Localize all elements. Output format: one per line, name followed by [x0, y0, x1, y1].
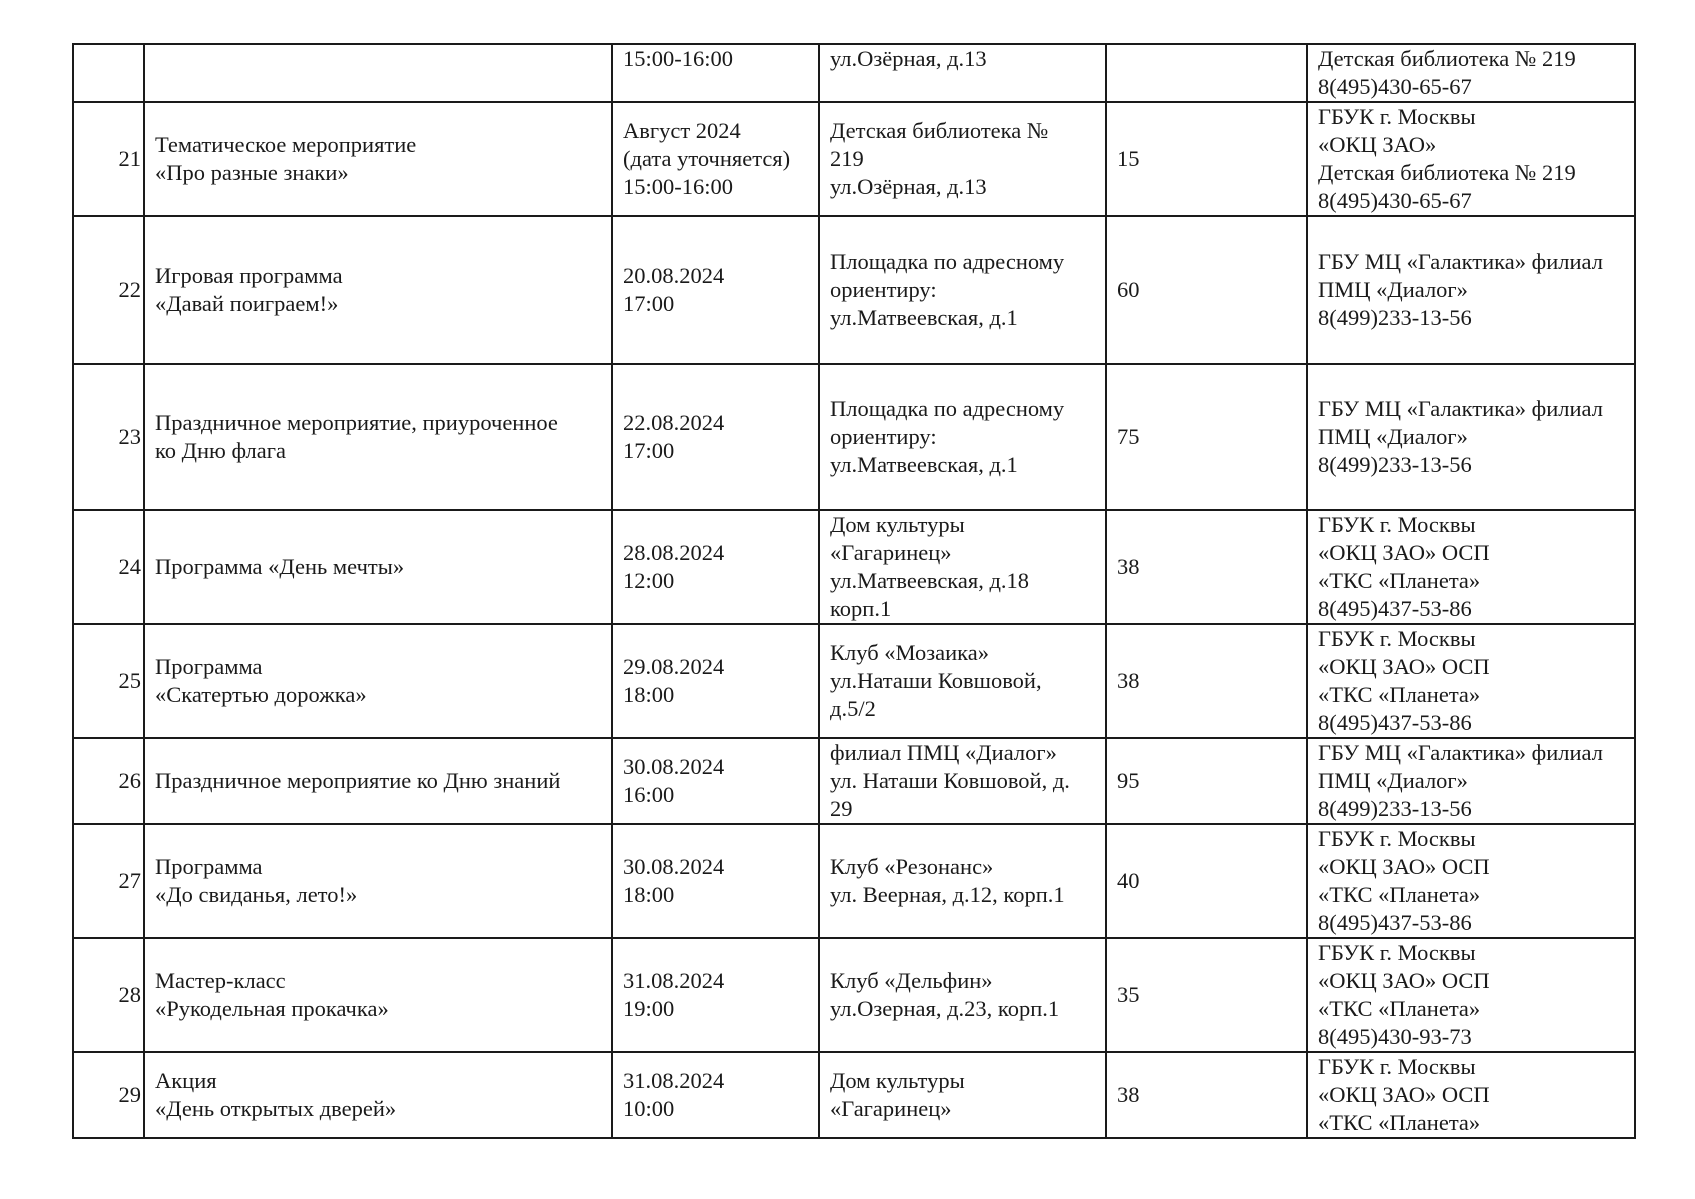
cell-line: ул.Матвеевская, д.18	[830, 568, 1030, 593]
event-place-cell	[819, 1052, 1106, 1138]
event-name-cell	[144, 738, 612, 824]
cell-line: ул.Матвеевская, д.1	[830, 452, 1018, 477]
table-row	[73, 364, 1635, 510]
event-place-cell	[819, 938, 1106, 1052]
event-place-cell	[819, 738, 1106, 824]
cell-line: Клуб «Мозаика»	[830, 640, 989, 665]
cell-line: ГБУК г. Москвы	[1318, 104, 1476, 129]
cell-line: ПМЦ «Диалог»	[1318, 768, 1468, 793]
cell-line: филиал ПМЦ «Диалог»	[830, 740, 1057, 765]
event-name-cell	[144, 624, 612, 738]
event-name-cell	[144, 824, 612, 938]
cell-line: «Про разные знаки»	[155, 160, 349, 185]
cell-line: «До свиданья, лето!»	[155, 882, 358, 907]
cell-line: ул.Озёрная, д.13	[830, 174, 987, 199]
row-number: 28	[73, 938, 144, 1052]
cell-line: Клуб «Дельфин»	[830, 968, 993, 993]
cell-line: Программа	[155, 854, 263, 879]
event-name-cell	[144, 44, 612, 102]
participants-count-cell: 60	[1106, 216, 1307, 364]
cell-line: 30.08.2024	[623, 854, 725, 879]
cell-line: 16:00	[623, 782, 675, 807]
cell-line: ГБУ МЦ «Галактика» филиал	[1318, 396, 1603, 421]
cell-line: 29	[830, 796, 853, 821]
organizer-cell	[1307, 1052, 1635, 1138]
cell-line: 15:00-16:00	[623, 174, 733, 199]
cell-line: ПМЦ «Диалог»	[1318, 277, 1468, 302]
cell-line: ко Дню флага	[155, 438, 286, 463]
table-row	[73, 938, 1635, 1052]
cell-line: 22.08.2024	[623, 410, 725, 435]
cell-line: «ОКЦ ЗАО»	[1318, 132, 1437, 157]
cell-line: «ОКЦ ЗАО» ОСП	[1318, 968, 1490, 993]
participants-count-cell: 38	[1106, 510, 1307, 624]
table-row	[73, 216, 1635, 364]
cell-line: Клуб «Резонанс»	[830, 854, 994, 879]
cell-line: ПМЦ «Диалог»	[1318, 424, 1468, 449]
cell-line: 8(495)437-53-86	[1318, 710, 1472, 735]
cell-line: «Гагаринец»	[830, 540, 952, 565]
cell-line: Дом культуры	[830, 512, 965, 537]
cell-line: Акция	[155, 1068, 217, 1093]
row-number: 29	[73, 1052, 144, 1138]
cell-line: 31.08.2024	[623, 968, 725, 993]
cell-line: ул.Озёрная, д.13	[830, 46, 987, 71]
cell-line: 12:00	[623, 568, 675, 593]
cell-line: Детская библиотека № 219	[1318, 46, 1576, 71]
table-row	[73, 824, 1635, 938]
cell-line: «ТКС «Планета»	[1318, 682, 1481, 707]
row-number: 24	[73, 510, 144, 624]
row-number: 27	[73, 824, 144, 938]
cell-line: «ОКЦ ЗАО» ОСП	[1318, 854, 1490, 879]
cell-line: «ОКЦ ЗАО» ОСП	[1318, 1082, 1490, 1107]
cell-line: «ОКЦ ЗАО» ОСП	[1318, 654, 1490, 679]
event-place-cell	[819, 510, 1106, 624]
event-place-cell	[819, 624, 1106, 738]
organizer-cell	[1307, 938, 1635, 1052]
cell-line: Праздничное мероприятие ко Дню знаний	[155, 768, 561, 793]
table-row	[73, 738, 1635, 824]
cell-line: «Гагаринец»	[830, 1096, 952, 1121]
cell-line: Игровая программа	[155, 263, 343, 288]
row-number: 21	[73, 102, 144, 216]
organizer-cell	[1307, 510, 1635, 624]
cell-line: Праздничное мероприятие, приуроченное	[155, 410, 558, 435]
row-number: 22	[73, 216, 144, 364]
row-number: 23	[73, 364, 144, 510]
cell-line: 10:00	[623, 1096, 675, 1121]
cell-line: Тематическое мероприятие	[155, 132, 417, 157]
cell-line: ул.Озерная, д.23, корп.1	[830, 996, 1060, 1021]
event-name-cell	[144, 1052, 612, 1138]
event-date-cell	[612, 938, 819, 1052]
participants-count-cell: 35	[1106, 938, 1307, 1052]
event-date-cell	[612, 44, 819, 102]
cell-line: «ТКС «Планета»	[1318, 568, 1481, 593]
cell-line: Мастер-класс	[155, 968, 286, 993]
cell-line: Август 2024	[623, 118, 741, 143]
event-place-cell	[819, 102, 1106, 216]
cell-line: ГБУ МЦ «Галактика» филиал	[1318, 740, 1603, 765]
cell-line: 29.08.2024	[623, 654, 725, 679]
cell-line: д.5/2	[830, 696, 876, 721]
event-date-cell	[612, 364, 819, 510]
event-place-cell	[819, 216, 1106, 364]
event-name-cell	[144, 938, 612, 1052]
cell-line: 8(499)233-13-56	[1318, 452, 1472, 477]
event-place-cell	[819, 44, 1106, 102]
row-number	[73, 44, 144, 102]
cell-line: 8(499)233-13-56	[1318, 305, 1472, 330]
cell-line: ГБУК г. Москвы	[1318, 1054, 1476, 1079]
cell-line: 219	[830, 146, 864, 171]
event-place-cell	[819, 364, 1106, 510]
table-row	[73, 624, 1635, 738]
cell-line: «ТКС «Планета»	[1318, 996, 1481, 1021]
cell-line: «День открытых дверей»	[155, 1096, 397, 1121]
organizer-cell	[1307, 624, 1635, 738]
cell-line: 8(495)430-65-67	[1318, 74, 1472, 99]
cell-line: «Рукодельная прокачка»	[155, 996, 389, 1021]
event-date-cell	[612, 1052, 819, 1138]
organizer-cell	[1307, 44, 1635, 102]
cell-line: Программа «День мечты»	[155, 554, 405, 579]
event-date-cell	[612, 738, 819, 824]
cell-line: 8(495)437-53-86	[1318, 596, 1472, 621]
participants-count-cell	[1106, 44, 1307, 102]
cell-line: 17:00	[623, 291, 675, 316]
event-date-cell	[612, 824, 819, 938]
cell-line: (дата уточняется)	[623, 146, 791, 171]
participants-count-cell: 38	[1106, 1052, 1307, 1138]
events-table-body	[73, 44, 1635, 1138]
participants-count-cell: 40	[1106, 824, 1307, 938]
event-name-cell	[144, 364, 612, 510]
cell-line: 31.08.2024	[623, 1068, 725, 1093]
cell-line: «Скатертью дорожка»	[155, 682, 367, 707]
cell-line: Программа	[155, 654, 263, 679]
cell-line: 18:00	[623, 882, 675, 907]
cell-line: ул.Матвеевская, д.1	[830, 305, 1018, 330]
event-place-cell	[819, 824, 1106, 938]
cell-line: ориентиру:	[830, 424, 937, 449]
event-date-cell	[612, 510, 819, 624]
cell-line: 19:00	[623, 996, 675, 1021]
row-number: 26	[73, 738, 144, 824]
organizer-cell	[1307, 824, 1635, 938]
cell-line: Дом культуры	[830, 1068, 965, 1093]
cell-line: ул.Наташи Ковшовой,	[830, 668, 1042, 693]
participants-count-cell: 75	[1106, 364, 1307, 510]
participants-count-cell: 95	[1106, 738, 1307, 824]
event-date-cell	[612, 102, 819, 216]
cell-line: ориентиру:	[830, 277, 937, 302]
cell-line: ГБУК г. Москвы	[1318, 940, 1476, 965]
event-date-cell	[612, 216, 819, 364]
cell-line: ГБУ МЦ «Галактика» филиал	[1318, 249, 1603, 274]
organizer-cell	[1307, 364, 1635, 510]
cell-line: «ТКС «Планета»	[1318, 1110, 1481, 1135]
table-row	[73, 1052, 1635, 1138]
cell-line: Детская библиотека №	[830, 118, 1049, 143]
table-row	[73, 44, 1635, 102]
cell-line: 8(495)437-53-86	[1318, 910, 1472, 935]
cell-line: 8(495)430-93-73	[1318, 1024, 1472, 1049]
table-row	[73, 102, 1635, 216]
event-date-cell	[612, 624, 819, 738]
row-number: 25	[73, 624, 144, 738]
cell-line: «Давай поиграем!»	[155, 291, 339, 316]
cell-line: ул. Наташи Ковшовой, д.	[830, 768, 1070, 793]
cell-line: ГБУК г. Москвы	[1318, 826, 1476, 851]
event-name-cell	[144, 510, 612, 624]
organizer-cell	[1307, 102, 1635, 216]
event-name-cell	[144, 102, 612, 216]
cell-line: Площадка по адресному	[830, 396, 1065, 421]
organizer-cell	[1307, 738, 1635, 824]
cell-line: ГБУК г. Москвы	[1318, 626, 1476, 651]
cell-line: ГБУК г. Москвы	[1318, 512, 1476, 537]
cell-line: 30.08.2024	[623, 754, 725, 779]
organizer-cell	[1307, 216, 1635, 364]
cell-line: 20.08.2024	[623, 263, 725, 288]
cell-line: Площадка по адресному	[830, 249, 1065, 274]
cell-line: 15:00-16:00	[623, 46, 733, 71]
events-table	[72, 43, 1636, 1139]
cell-line: 8(499)233-13-56	[1318, 796, 1472, 821]
cell-line: 18:00	[623, 682, 675, 707]
participants-count-cell: 15	[1106, 102, 1307, 216]
cell-line: 28.08.2024	[623, 540, 725, 565]
cell-line: Детская библиотека № 219	[1318, 160, 1576, 185]
event-name-cell	[144, 216, 612, 364]
cell-line: «ТКС «Планета»	[1318, 882, 1481, 907]
cell-line: 17:00	[623, 438, 675, 463]
table-row	[73, 510, 1635, 624]
cell-line: «ОКЦ ЗАО» ОСП	[1318, 540, 1490, 565]
cell-line: ул. Веерная, д.12, корп.1	[830, 882, 1065, 907]
participants-count-cell: 38	[1106, 624, 1307, 738]
cell-line: 8(495)430-65-67	[1318, 188, 1472, 213]
cell-line: корп.1	[830, 596, 892, 621]
